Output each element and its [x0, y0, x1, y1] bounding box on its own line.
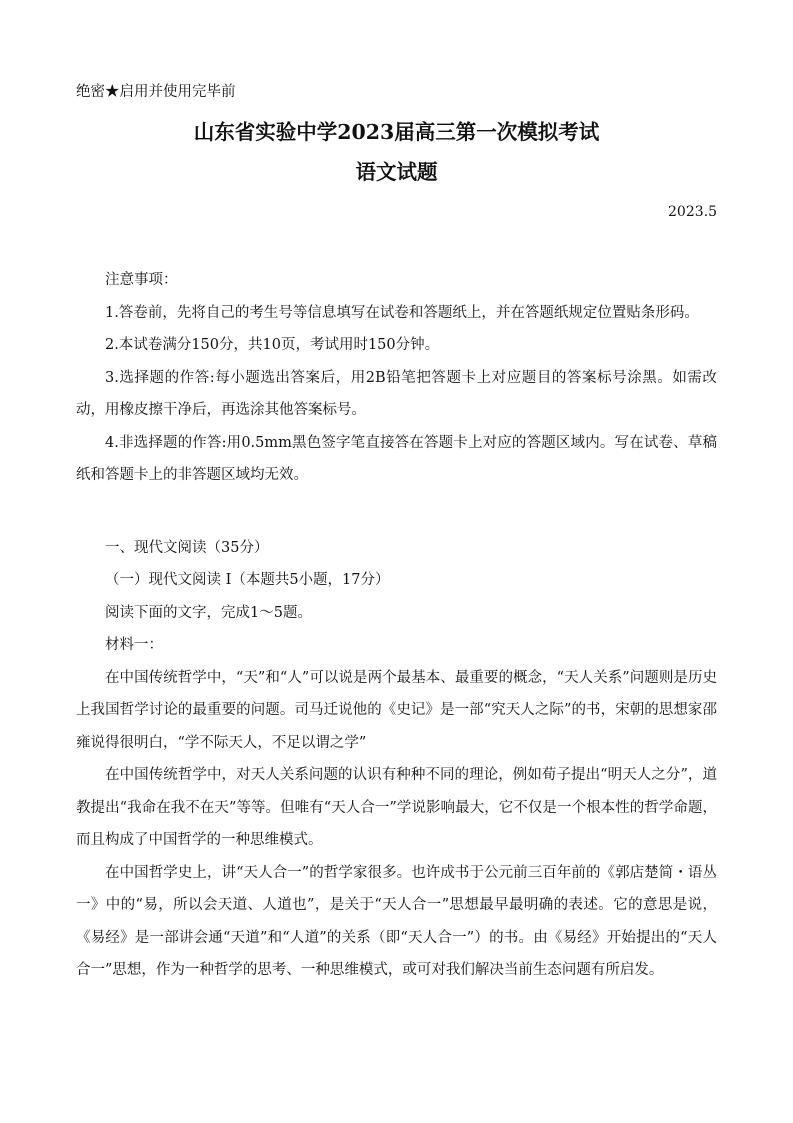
exam-body: [76, 264, 717, 987]
notice-item: 2.本试卷满分150分，共10页，考试用时150分钟。: [105, 337, 440, 353]
notice-item: 3.选择题的作答:每小题选出答案后，用2B铅笔把答题卡上对应题目的答案标号涂黑。如需改动，用橡皮擦干净后，再选涂其他答案标号。: [76, 369, 717, 418]
exam-date: 2023.5: [668, 204, 717, 220]
notice-item: 4.非选择题的作答:用0.5mm黑色签字笔直接答在答题卡上对应的答题区域内。写在试卷、草稿纸和答题卡上的非答题区域均无效。: [76, 434, 717, 483]
reading-instruction: 阅读下面的文字，完成1～5题。: [105, 604, 312, 621]
notice-item: 1.答卷前，先将自己的考生号等信息填写在试卷和答题纸上，并在答题纸规定位置贴条形码。: [105, 304, 699, 321]
section-heading: 一、现代文阅读（35分）: [105, 539, 269, 556]
exam-subtitle: 语文试题: [355, 160, 438, 184]
material-paragraph: 在中国传统哲学中，对天人关系问题的认识有种种不同的理论，例如荀子提出“明天人之分”，道教提出“我命在我不在天”等等。但唯有“天人合一”学说影响最大，它不仅是一个根本性的哲学命题，而且构成了中国哲学的一种思维模式。: [76, 767, 717, 848]
material-paragraph: 在中国哲学史上，讲“天人合一”的哲学家很多。也许成书于公元前三百年前的《郭店楚简・语丛一》中的“易，所以会天道、人道也”，是关于“天人合一”思想最早最明确的表述。它的意思是说，《易经》是一部讲会通“天道”和“人道”的关系（即“天人合一”）的书。由《易经》开始提出的“天人合一”思想，作为一种哲学的思考、一种思维模式，或可对我们解决当前生态问题有所启发。: [76, 864, 717, 978]
material-paragraph: 在中国传统哲学中，“天”和“人”可以说是两个最基本、最重要的概念，“天人关系”问题则是历史上我国哲学讨论的最重要的问题。司马迁说他的《史记》是一部“究天人之际”的书，宋朝的思想家邵雍说得很明白，“学不际天人，不足以谓之学”: [76, 669, 717, 751]
confidential-label: 绝密★启用并使用完毕前: [76, 84, 236, 100]
notice-heading: 注意事项：: [105, 272, 178, 288]
section-subheading: （一）现代文阅读 I（本题共5小题，17分）: [105, 572, 390, 588]
material-label: 材料一：: [105, 637, 163, 653]
exam-title: 山东省实验中学2023届高三第一次模拟考试: [193, 120, 600, 144]
